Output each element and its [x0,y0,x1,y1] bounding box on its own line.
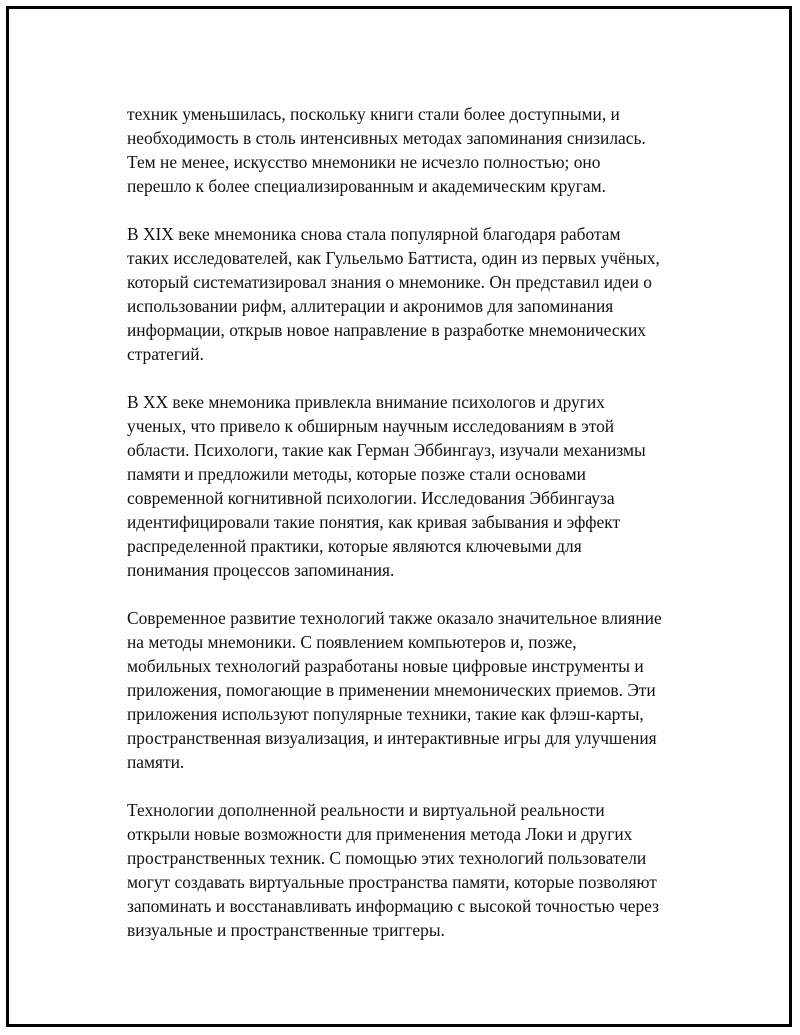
paragraph-4: Современное развитие технологий также оказало значительное влияние на методы мнемоники. С появлением компьютеров и, позже, мобильных технологий разработаны новые цифровые инструменты и приложения, помогающие в применении мнемонических приемов. Эти приложения используют популярные техники, такие как флэш-карты, пространственная визуализация, и интерактивные игры для улучшения памяти. [127,608,662,772]
paragraph-2: В XIX веке мнемоника снова стала популярной благодаря работам таких исследователей, как Гульельмо Баттиста, один из первых учёных, который систематизировал знания о мнемонике. Он представил идеи о использовании рифм, аллитерации и акронимов для запоминания информации, открыв новое направление в разработке мнемонических стратегий. [127,224,660,364]
page-frame [6,6,792,1027]
paragraph-3: В XX веке мнемоника привлекла внимание психологов и других ученых, что привело к обширным научным исследованиям в этой области. Психологи, такие как Герман Эббингауз, изучали механизмы памяти и предложили методы, которые позже стали основами современной когнитивной психологии. Исследования Эббингауза идентифицировали такие понятия, как кривая забывания и эффект распределенной практики, которые являются ключевыми для понимания процессов запоминания. [127,392,646,580]
paragraph-1: техник уменьшилась, поскольку книги стали более доступными, и необходимость в столь интенсивных методах запоминания снизилась. Тем не менее, искусство мнемоники не исчезло полностью; оно перешло к более специализированным и академическим кругам. [127,104,646,196]
document-body [127,102,712,966]
paragraph-5: Технологии дополненной реальности и виртуальной реальности открыли новые возможности для применения метода Локи и других пространственных техник. С помощью этих технологий пользователи могут создавать виртуальные пространства памяти, которые позволяют запоминать и восстанавливать информацию с высокой точностью через визуальные и пространственные триггеры. [127,800,659,940]
